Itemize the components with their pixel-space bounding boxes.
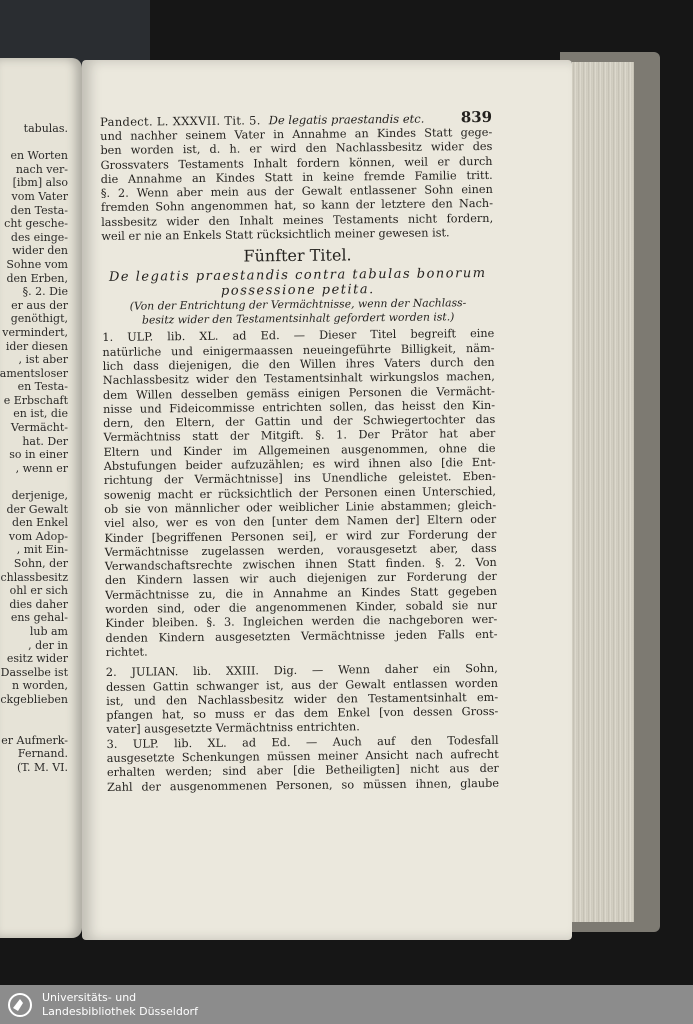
text-line: De legatis praestandis contra tabulas bonorum bbox=[108, 266, 487, 286]
text-line: den Erben, bbox=[6, 271, 68, 285]
text-line: [ibm] also bbox=[12, 176, 68, 190]
text-line: richtung der Vermächtnisse] ins Unendliche geleistet. Eben- bbox=[103, 470, 496, 488]
text-line: besitz wider den Testamentsinhalt gefordert worden ist.) bbox=[141, 310, 455, 327]
text-line: derjenige, bbox=[11, 489, 68, 503]
page-stack-edge bbox=[572, 62, 634, 922]
library-footer bbox=[0, 985, 693, 1024]
text-line: Zahl der ausgenommenen Personen, so müssen ihnen, glaube bbox=[107, 776, 500, 794]
text-line: lich dass diejenigen, die den Willen ihres Vaters durch den bbox=[102, 355, 495, 373]
text-line: 2. JULIAN. lib. XXIII. Dig. — Wenn daher ein Sohn, bbox=[105, 662, 498, 680]
text-line: des einge- bbox=[10, 230, 68, 244]
paragraph-ulp-1 bbox=[102, 327, 497, 660]
text-line: (T. M. VI. bbox=[16, 760, 68, 774]
text-line: Vermächtniss statt der Mitgift. §. 1. Der Prätor hat aber bbox=[103, 427, 496, 445]
text-line: worden sind, oder die angenommenen Kinder, sobald sie nur bbox=[105, 598, 498, 616]
text-line: den Testa- bbox=[10, 203, 68, 217]
text-line: en ist, die bbox=[13, 407, 68, 421]
text-line: viel also, wer es von den [unter dem Namen der] Eltern oder bbox=[104, 513, 497, 531]
text-line: der Gewalt bbox=[6, 502, 68, 516]
text-line: ohl er sich bbox=[9, 584, 68, 598]
page-content bbox=[100, 108, 499, 795]
text-line: dern, den Eltern, der Gattin und der Schwiegertochter das bbox=[103, 413, 496, 431]
text-line: amentsloser bbox=[0, 366, 68, 380]
text-line: lassbesitz wider den Inhalt meines Testaments nicht fordern, bbox=[101, 211, 494, 229]
text-line bbox=[0, 475, 68, 489]
text-line: den Kindern lassen wir auch diejenigen zur Forderung der bbox=[104, 570, 497, 588]
text-line: cht gesche- bbox=[4, 217, 68, 231]
text-line: weil er nie an Enkels Statt rücksichtlich meiner gewesen ist. bbox=[101, 226, 450, 244]
text-line: dies daher bbox=[9, 597, 68, 611]
text-line: Sohne vom bbox=[6, 257, 68, 271]
text-line: ens gehal- bbox=[10, 611, 68, 625]
text-line: er Aufmerk- bbox=[1, 733, 68, 747]
text-line: vom Vater bbox=[11, 189, 68, 203]
text-line: §. 2. Wenn aber mein aus der Gewalt entlassener Sohn einen bbox=[100, 183, 493, 201]
left-page-text bbox=[0, 122, 68, 775]
text-line: natürliche und einigermaassen neueingeführte Billigkeit, näm- bbox=[102, 341, 495, 359]
section-subtitle bbox=[102, 266, 494, 300]
text-line: en Testa- bbox=[17, 380, 68, 394]
text-line: Vermächtnisse zugelassen werden, vorausgesetzt aber, dass bbox=[104, 541, 497, 559]
text-line: ben worden ist, d. h. er wird den Nachlassbesitz wider des bbox=[100, 140, 493, 158]
text-line: erhalten werden; sind aber [die Betheiligten] nicht aus der bbox=[106, 762, 499, 780]
text-line: und nachher seinem Vater in Annahme an Kindes Statt gege- bbox=[100, 125, 493, 143]
text-line bbox=[0, 136, 68, 150]
text-line bbox=[0, 707, 68, 721]
text-line: ider diesen bbox=[5, 339, 68, 353]
text-line: dessen Gattin schwanger ist, aus der Gewalt entlassen worden bbox=[105, 676, 499, 694]
text-line: ckgeblieben bbox=[0, 692, 68, 706]
text-line: so in einer bbox=[9, 448, 68, 462]
text-line: , der in bbox=[28, 638, 68, 652]
header-left: Pandect. L. XXXVII. Tit. 5. bbox=[100, 113, 261, 129]
text-line: , mit Ein- bbox=[16, 543, 68, 557]
text-line: ausgesetzte Schenkungen müssen meiner Ansicht nach aufrecht bbox=[106, 747, 499, 765]
text-line bbox=[0, 720, 68, 734]
text-line: genöthigt, bbox=[10, 312, 68, 326]
section-title: Fünfter Titel. bbox=[243, 245, 352, 266]
text-line: Dasselbe ist bbox=[0, 665, 68, 679]
text-line: §. 2. Die bbox=[22, 285, 68, 299]
text-line: e Erbschaft bbox=[3, 393, 68, 407]
text-line: nisse und Fideicommisse entrichten sollen, das heisst den Kin- bbox=[103, 398, 496, 416]
text-line: en Worten bbox=[10, 149, 68, 163]
text-line: Abstufungen beider aufzuzählen; es wird ihnen also [die Ent- bbox=[103, 455, 496, 474]
paragraph-intro bbox=[100, 126, 493, 244]
text-line: Verwandschaftsrechte zwischen ihnen Statt finden. §. 2. Von bbox=[104, 555, 497, 574]
text-line: esitz wider bbox=[6, 652, 68, 666]
text-line: , wenn er bbox=[15, 461, 68, 475]
header-right: De legatis praestandis etc. bbox=[268, 111, 425, 128]
text-line: possessione petita. bbox=[220, 282, 375, 300]
text-line: Fernand. bbox=[17, 747, 68, 761]
text-line: Nachlassbesitz wider den Testamentsinhalt wirkungslos machen, bbox=[102, 370, 495, 388]
paragraph-julian-2 bbox=[106, 662, 499, 738]
text-line: er aus der bbox=[11, 298, 68, 312]
library-logo-icon bbox=[8, 993, 32, 1017]
text-line: Eltern und Kinder im Allgemeinen ausgenommen, ohne die bbox=[103, 441, 496, 459]
library-name-line2: Landesbibliothek Düsseldorf bbox=[42, 1005, 198, 1018]
text-line: die Annahme an Kindes Statt in keine fremde Familie tritt. bbox=[100, 168, 493, 186]
text-line: chlassbesitz bbox=[0, 570, 68, 584]
page-number: 839 bbox=[460, 107, 493, 127]
text-line: sowenig macht er rücksichtlich der Personen einen Unterschied, bbox=[103, 484, 497, 502]
text-line: ist, und den Nachlassbesitz wider den Testamentsinhalt em- bbox=[106, 690, 499, 708]
left-page bbox=[0, 58, 82, 938]
paragraph-ulp-3 bbox=[107, 734, 500, 795]
library-name-line1: Universitäts- und bbox=[42, 991, 137, 1004]
text-line: denden Kindern ausgesetzten Vermächtnisse jeden Falls ent- bbox=[105, 627, 498, 645]
text-line: Kinder [begriffenen Personen sei], er wird zur Forderung der bbox=[104, 527, 497, 545]
text-line: vater] ausgesetzte Vermächtniss entrichten. bbox=[106, 720, 360, 737]
text-line: wider den bbox=[12, 244, 68, 258]
library-name bbox=[42, 991, 198, 1019]
text-line: den Enkel bbox=[12, 516, 68, 530]
text-line: Kinder bleiben. §. 3. Ingleichen werden die nachgeboren wer- bbox=[105, 613, 498, 631]
text-line: richtet. bbox=[105, 645, 148, 659]
text-line: vom Adop- bbox=[8, 529, 68, 543]
text-line: Vermächt- bbox=[10, 421, 68, 435]
text-line: vermindert, bbox=[2, 325, 68, 339]
text-line: , ist aber bbox=[18, 353, 68, 367]
section-note bbox=[102, 296, 494, 327]
text-line: dem Willen desselben gemäss einigen Personen die Vermächt- bbox=[102, 384, 496, 402]
text-line: nach ver- bbox=[15, 162, 68, 176]
text-line: Grossvaters Testaments Inhalt fordern können, weil er durch bbox=[100, 154, 493, 172]
text-line: Vermächtnisse zu, die in Annahme an Kindes Statt gegeben bbox=[104, 584, 498, 602]
text-line: ob sie von männlicher oder weiblicher Linie abstammen; gleich- bbox=[104, 498, 497, 516]
text-line: 3. ULP. lib. XL. ad Ed. — Auch auf den Todesfall bbox=[106, 733, 499, 751]
text-line: 1. ULP. lib. XL. ad Ed. — Dieser Titel begreift eine bbox=[102, 327, 495, 345]
text-line: hat. Der bbox=[22, 434, 68, 448]
text-line: Sohn, der bbox=[13, 557, 68, 570]
text-line: pfangen hat, so muss er das dem Enkel [von dessen Gross- bbox=[106, 704, 499, 723]
text-line: lub am bbox=[29, 624, 68, 638]
text-line: fremden Sohn angenommen hat, so kann der letztere den Nach- bbox=[100, 197, 494, 215]
text-line: tabulas. bbox=[23, 122, 68, 135]
text-line: (Von der Entrichtung der Vermächtnisse, wenn der Nachlass- bbox=[129, 296, 467, 314]
text-line: n worden, bbox=[11, 679, 68, 693]
